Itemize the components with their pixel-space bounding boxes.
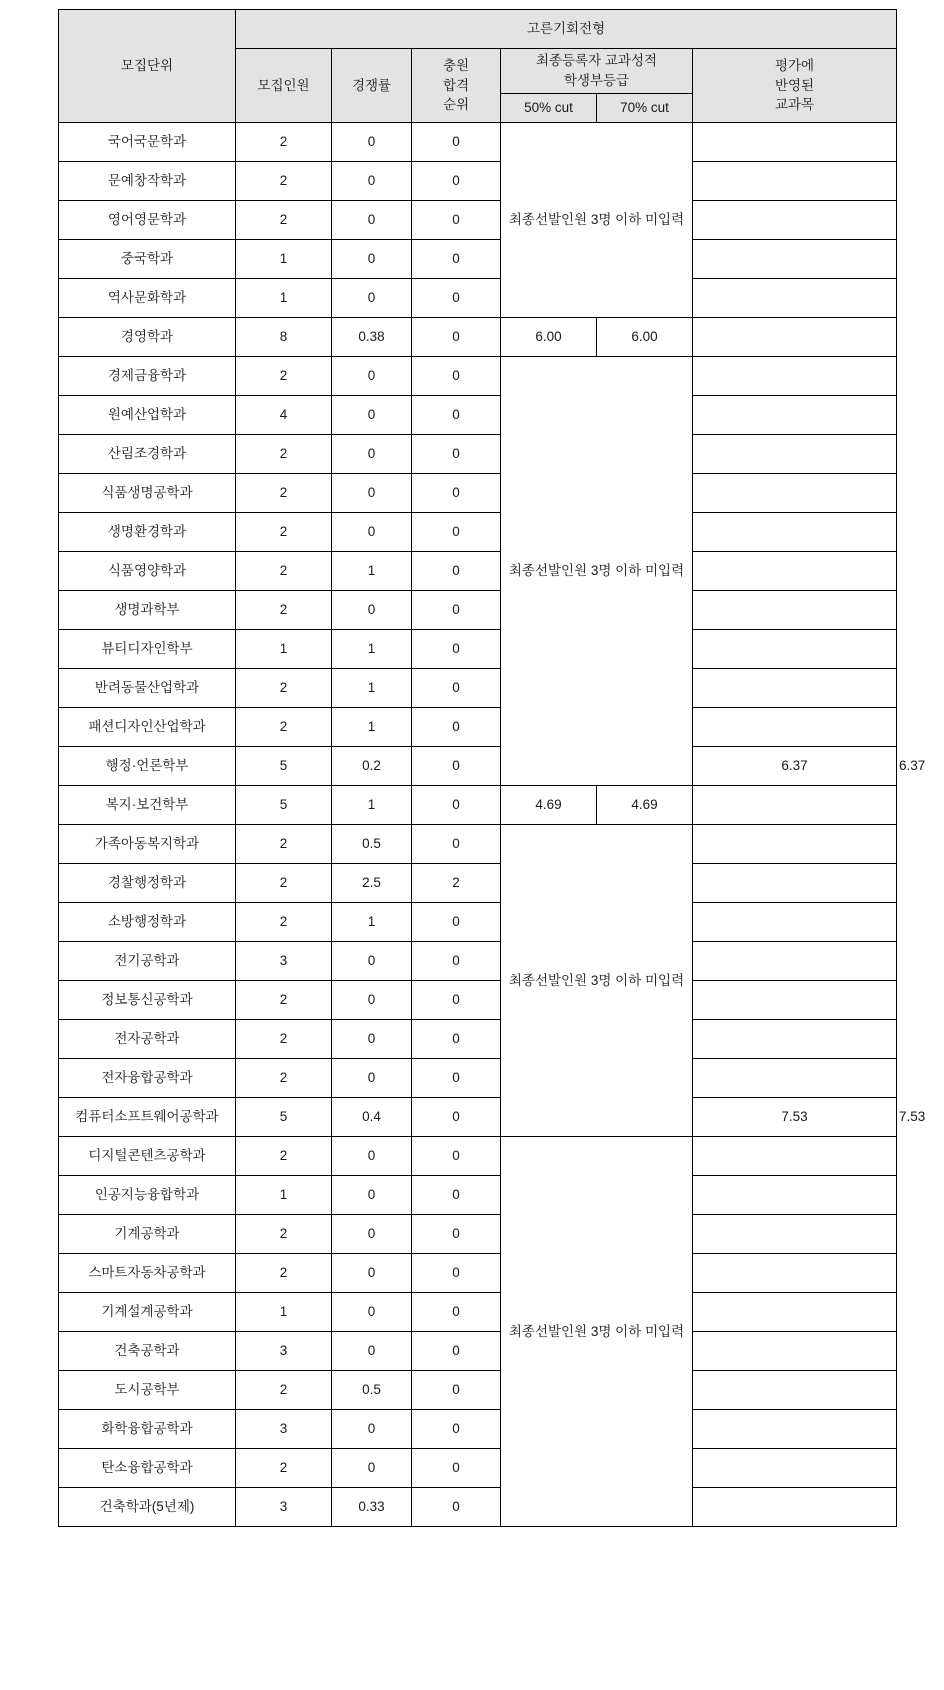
cell-competition-ratio: 0	[332, 123, 412, 162]
cell-competition-ratio: 0	[332, 357, 412, 396]
cell-no-data-note: 최종선발인원 3명 이하 미입력	[501, 357, 693, 786]
cell-reflected-subjects	[693, 669, 897, 708]
table-row	[59, 318, 897, 357]
table-row	[59, 1293, 897, 1332]
cell-recruitment-unit: 원예산업학과	[59, 396, 236, 435]
cell-additional-pass-rank: 0	[412, 1098, 501, 1137]
cell-recruitment-unit: 식품영양학과	[59, 552, 236, 591]
cell-reflected-subjects	[693, 1410, 897, 1449]
cell-additional-pass-rank: 0	[412, 942, 501, 981]
table-row	[59, 123, 897, 162]
cell-recruitment-unit: 생명환경학과	[59, 513, 236, 552]
cell-reflected-subjects	[693, 1449, 897, 1488]
cell-recruitment-unit: 문예창작학과	[59, 162, 236, 201]
cell-additional-pass-rank: 0	[412, 903, 501, 942]
cell-quota: 2	[236, 981, 332, 1020]
cell-cut-70: 4.69	[597, 786, 693, 825]
table-row	[59, 1059, 897, 1098]
cell-recruitment-unit: 복지·보건학부	[59, 786, 236, 825]
table-row	[59, 552, 897, 591]
cell-competition-ratio: 0	[332, 201, 412, 240]
table-row	[59, 1410, 897, 1449]
cell-recruitment-unit: 전자공학과	[59, 1020, 236, 1059]
table-row	[59, 1332, 897, 1371]
header-cut-70: 70% cut	[597, 94, 693, 123]
cell-quota: 5	[236, 1098, 332, 1137]
cell-recruitment-unit: 중국학과	[59, 240, 236, 279]
cell-recruitment-unit: 건축학과(5년제)	[59, 1488, 236, 1527]
header-rank-line-3: 순위	[442, 97, 470, 113]
cell-competition-ratio: 0.5	[332, 825, 412, 864]
cell-additional-pass-rank: 0	[412, 981, 501, 1020]
header-subject-line-2: 반영된	[774, 77, 815, 93]
cell-quota: 3	[236, 1488, 332, 1527]
cell-reflected-subjects	[693, 240, 897, 279]
cell-reflected-subjects	[693, 1020, 897, 1059]
cell-no-data-note: 최종선발인원 3명 이하 미입력	[501, 825, 693, 1137]
cell-reflected-subjects	[693, 201, 897, 240]
cell-additional-pass-rank: 0	[412, 1254, 501, 1293]
table-header	[59, 10, 897, 123]
cell-quota: 2	[236, 864, 332, 903]
header-admission-type: 고른기회전형	[236, 10, 897, 49]
table-row	[59, 357, 897, 396]
cell-quota: 2	[236, 474, 332, 513]
cell-reflected-subjects	[693, 864, 897, 903]
cell-competition-ratio: 0	[332, 1137, 412, 1176]
cell-quota: 2	[236, 591, 332, 630]
cell-quota: 2	[236, 708, 332, 747]
table-row	[59, 1215, 897, 1254]
cell-additional-pass-rank: 0	[412, 474, 501, 513]
cell-reflected-subjects	[693, 552, 897, 591]
cell-reflected-subjects	[693, 1371, 897, 1410]
cell-quota: 1	[236, 279, 332, 318]
cell-reflected-subjects	[693, 1293, 897, 1332]
cell-quota: 1	[236, 1176, 332, 1215]
table-row	[59, 1176, 897, 1215]
cell-additional-pass-rank: 0	[412, 1332, 501, 1371]
cell-recruitment-unit: 생명과학부	[59, 591, 236, 630]
cell-cut-50: 6.37	[693, 747, 897, 786]
cell-recruitment-unit: 경제금융학과	[59, 357, 236, 396]
table-row	[59, 201, 897, 240]
table-row	[59, 1254, 897, 1293]
cell-quota: 2	[236, 123, 332, 162]
cell-reflected-subjects	[693, 591, 897, 630]
cell-recruitment-unit: 산림조경학과	[59, 435, 236, 474]
cell-quota: 2	[236, 1137, 332, 1176]
cell-quota: 2	[236, 201, 332, 240]
cell-recruitment-unit: 뷰티디자인학부	[59, 630, 236, 669]
cell-recruitment-unit: 국어국문학과	[59, 123, 236, 162]
cell-quota: 2	[236, 357, 332, 396]
cell-reflected-subjects	[693, 1137, 897, 1176]
cell-quota: 2	[236, 825, 332, 864]
header-cut-50: 50% cut	[501, 94, 597, 123]
cell-competition-ratio: 1	[332, 552, 412, 591]
cell-additional-pass-rank: 0	[412, 513, 501, 552]
cell-competition-ratio: 0	[332, 396, 412, 435]
table-row	[59, 1371, 897, 1410]
cell-additional-pass-rank: 0	[412, 669, 501, 708]
cell-competition-ratio: 1	[332, 903, 412, 942]
cell-reflected-subjects	[693, 981, 897, 1020]
header-additional-pass-rank	[412, 49, 501, 123]
table-row	[59, 903, 897, 942]
cell-competition-ratio: 0	[332, 1332, 412, 1371]
cell-competition-ratio: 0	[332, 279, 412, 318]
cell-recruitment-unit: 가족아동복지학과	[59, 825, 236, 864]
cell-quota: 1	[236, 240, 332, 279]
cell-quota: 2	[236, 903, 332, 942]
cell-competition-ratio: 0	[332, 942, 412, 981]
cell-quota: 2	[236, 513, 332, 552]
cell-reflected-subjects	[693, 279, 897, 318]
cell-additional-pass-rank: 0	[412, 279, 501, 318]
table-row	[59, 396, 897, 435]
cell-additional-pass-rank: 0	[412, 591, 501, 630]
cell-competition-ratio: 0	[332, 1215, 412, 1254]
header-grade-line-2: 학생부등급	[563, 73, 630, 88]
cell-competition-ratio: 0	[332, 1059, 412, 1098]
cell-competition-ratio: 0.38	[332, 318, 412, 357]
cell-additional-pass-rank: 0	[412, 435, 501, 474]
cell-quota: 5	[236, 747, 332, 786]
cell-no-data-note: 최종선발인원 3명 이하 미입력	[501, 1137, 693, 1527]
cell-no-data-note: 최종선발인원 3명 이하 미입력	[501, 123, 693, 318]
cell-competition-ratio: 0	[332, 1254, 412, 1293]
table-row	[59, 435, 897, 474]
cell-quota: 2	[236, 435, 332, 474]
cell-competition-ratio: 0	[332, 435, 412, 474]
table-row	[59, 1137, 897, 1176]
cell-additional-pass-rank: 0	[412, 825, 501, 864]
table-row	[59, 786, 897, 825]
cell-recruitment-unit: 컴퓨터소프트웨어공학과	[59, 1098, 236, 1137]
table-row	[59, 591, 897, 630]
cell-additional-pass-rank: 0	[412, 1020, 501, 1059]
table-row	[59, 1488, 897, 1527]
cell-reflected-subjects	[693, 1215, 897, 1254]
cell-recruitment-unit: 경찰행정학과	[59, 864, 236, 903]
cell-cut-70: 6.00	[597, 318, 693, 357]
cell-reflected-subjects	[693, 1254, 897, 1293]
cell-quota: 2	[236, 1254, 332, 1293]
cell-reflected-subjects	[693, 396, 897, 435]
cell-quota: 2	[236, 1371, 332, 1410]
cell-competition-ratio: 0	[332, 474, 412, 513]
cell-additional-pass-rank: 0	[412, 396, 501, 435]
cell-additional-pass-rank: 0	[412, 630, 501, 669]
cell-additional-pass-rank: 0	[412, 786, 501, 825]
header-rank-line-1: 충원	[442, 58, 470, 74]
table-row	[59, 864, 897, 903]
cell-recruitment-unit: 스마트자동차공학과	[59, 1254, 236, 1293]
cell-cut-50: 7.53	[693, 1098, 897, 1137]
cell-cut-50: 6.00	[501, 318, 597, 357]
cell-additional-pass-rank: 0	[412, 1410, 501, 1449]
cell-recruitment-unit: 전기공학과	[59, 942, 236, 981]
cell-reflected-subjects	[693, 318, 897, 357]
cell-recruitment-unit: 정보통신공학과	[59, 981, 236, 1020]
cell-reflected-subjects	[693, 474, 897, 513]
cell-competition-ratio: 1	[332, 669, 412, 708]
table-row	[59, 981, 897, 1020]
cell-quota: 8	[236, 318, 332, 357]
cell-additional-pass-rank: 0	[412, 318, 501, 357]
cell-reflected-subjects	[693, 786, 897, 825]
cell-competition-ratio: 0	[332, 1293, 412, 1332]
cell-quota: 2	[236, 1059, 332, 1098]
cell-reflected-subjects	[693, 630, 897, 669]
cell-additional-pass-rank: 0	[412, 1176, 501, 1215]
cell-quota: 2	[236, 669, 332, 708]
cell-reflected-subjects	[693, 1176, 897, 1215]
header-subject-line-3: 교과목	[774, 97, 815, 113]
cell-recruitment-unit: 인공지능융합학과	[59, 1176, 236, 1215]
cell-additional-pass-rank: 0	[412, 1371, 501, 1410]
cell-additional-pass-rank: 0	[412, 1449, 501, 1488]
cell-reflected-subjects	[693, 1332, 897, 1371]
header-subject-line-1: 평가에	[774, 58, 815, 74]
table-row	[59, 942, 897, 981]
cell-additional-pass-rank: 0	[412, 1488, 501, 1527]
cell-recruitment-unit: 반려동물산업학과	[59, 669, 236, 708]
cell-competition-ratio: 0	[332, 240, 412, 279]
table-row	[59, 240, 897, 279]
cell-quota: 2	[236, 1215, 332, 1254]
cell-reflected-subjects	[693, 708, 897, 747]
cell-additional-pass-rank: 0	[412, 1293, 501, 1332]
cell-quota: 3	[236, 942, 332, 981]
cell-reflected-subjects	[693, 942, 897, 981]
table-row	[59, 708, 897, 747]
cell-competition-ratio: 2.5	[332, 864, 412, 903]
cell-competition-ratio: 0	[332, 513, 412, 552]
table-body	[59, 123, 926, 1527]
cell-reflected-subjects	[693, 513, 897, 552]
cell-competition-ratio: 0	[332, 591, 412, 630]
cell-recruitment-unit: 기계공학과	[59, 1215, 236, 1254]
cell-competition-ratio: 1	[332, 786, 412, 825]
cell-competition-ratio: 1	[332, 630, 412, 669]
cell-quota: 2	[236, 162, 332, 201]
cell-additional-pass-rank: 0	[412, 201, 501, 240]
cell-additional-pass-rank: 0	[412, 552, 501, 591]
cell-recruitment-unit: 역사문화학과	[59, 279, 236, 318]
cell-quota: 1	[236, 1293, 332, 1332]
table-row	[59, 513, 897, 552]
cell-competition-ratio: 0.5	[332, 1371, 412, 1410]
cell-additional-pass-rank: 0	[412, 1059, 501, 1098]
cell-competition-ratio: 0	[332, 1410, 412, 1449]
cell-recruitment-unit: 경영학과	[59, 318, 236, 357]
cell-competition-ratio: 0	[332, 981, 412, 1020]
cell-recruitment-unit: 도시공학부	[59, 1371, 236, 1410]
table-row	[59, 162, 897, 201]
admissions-results-table	[58, 9, 926, 1527]
cell-recruitment-unit: 소방행정학과	[59, 903, 236, 942]
header-rank-line-2: 합격	[442, 77, 470, 93]
table-row: 컴퓨터소프트웨어공학과 5 0.4 0 7.53 7.53	[59, 1098, 897, 1137]
cell-additional-pass-rank: 0	[412, 1137, 501, 1176]
cell-reflected-subjects	[693, 162, 897, 201]
cell-reflected-subjects	[693, 1488, 897, 1527]
cell-competition-ratio: 0.2	[332, 747, 412, 786]
cell-recruitment-unit: 디지털콘텐츠공학과	[59, 1137, 236, 1176]
cell-competition-ratio: 0	[332, 162, 412, 201]
cell-recruitment-unit: 식품생명공학과	[59, 474, 236, 513]
cell-competition-ratio: 1	[332, 708, 412, 747]
cell-cut-50: 4.69	[501, 786, 597, 825]
cell-competition-ratio: 0	[332, 1176, 412, 1215]
cell-additional-pass-rank: 0	[412, 123, 501, 162]
cell-reflected-subjects	[693, 435, 897, 474]
cell-recruitment-unit: 전자융합공학과	[59, 1059, 236, 1098]
cell-competition-ratio: 0.33	[332, 1488, 412, 1527]
header-competition-ratio: 경쟁률	[332, 49, 412, 123]
table-row: 행정·언론학부 5 0.2 0 6.37 6.37	[59, 747, 897, 786]
cell-reflected-subjects	[693, 1059, 897, 1098]
cell-competition-ratio: 0	[332, 1020, 412, 1059]
cell-additional-pass-rank: 0	[412, 1215, 501, 1254]
header-grade-line-1: 최종등록자 교과성적	[535, 53, 658, 69]
cell-additional-pass-rank: 0	[412, 357, 501, 396]
table-row	[59, 630, 897, 669]
cell-quota: 4	[236, 396, 332, 435]
cell-recruitment-unit: 영어영문학과	[59, 201, 236, 240]
cell-additional-pass-rank: 0	[412, 747, 501, 786]
table-row	[59, 669, 897, 708]
cell-quota: 3	[236, 1332, 332, 1371]
cell-recruitment-unit: 건축공학과	[59, 1332, 236, 1371]
cell-recruitment-unit: 행정·언론학부	[59, 747, 236, 786]
header-recruitment-unit: 모집단위	[59, 10, 236, 123]
cell-reflected-subjects	[693, 123, 897, 162]
cell-competition-ratio: 0.4	[332, 1098, 412, 1137]
cell-additional-pass-rank: 0	[412, 162, 501, 201]
cell-recruitment-unit: 화학융합공학과	[59, 1410, 236, 1449]
cell-competition-ratio: 0	[332, 1449, 412, 1488]
header-final-enrollee-grades	[501, 49, 693, 94]
cell-reflected-subjects	[693, 903, 897, 942]
header-quota: 모집인원	[236, 49, 332, 123]
cell-reflected-subjects	[693, 825, 897, 864]
cell-reflected-subjects	[693, 357, 897, 396]
cell-quota: 3	[236, 1410, 332, 1449]
table-row	[59, 474, 897, 513]
table-row	[59, 1449, 897, 1488]
table-row	[59, 1020, 897, 1059]
cell-quota: 1	[236, 630, 332, 669]
table-row	[59, 825, 897, 864]
cell-recruitment-unit: 탄소융합공학과	[59, 1449, 236, 1488]
cell-quota: 5	[236, 786, 332, 825]
cell-additional-pass-rank: 0	[412, 708, 501, 747]
header-row-1	[59, 10, 897, 49]
cell-quota: 2	[236, 1020, 332, 1059]
table-row	[59, 279, 897, 318]
cell-additional-pass-rank: 2	[412, 864, 501, 903]
cell-quota: 2	[236, 1449, 332, 1488]
cell-recruitment-unit: 기계설계공학과	[59, 1293, 236, 1332]
cell-quota: 2	[236, 552, 332, 591]
cell-recruitment-unit: 패션디자인산업학과	[59, 708, 236, 747]
header-reflected-subjects	[693, 49, 897, 123]
cell-additional-pass-rank: 0	[412, 240, 501, 279]
